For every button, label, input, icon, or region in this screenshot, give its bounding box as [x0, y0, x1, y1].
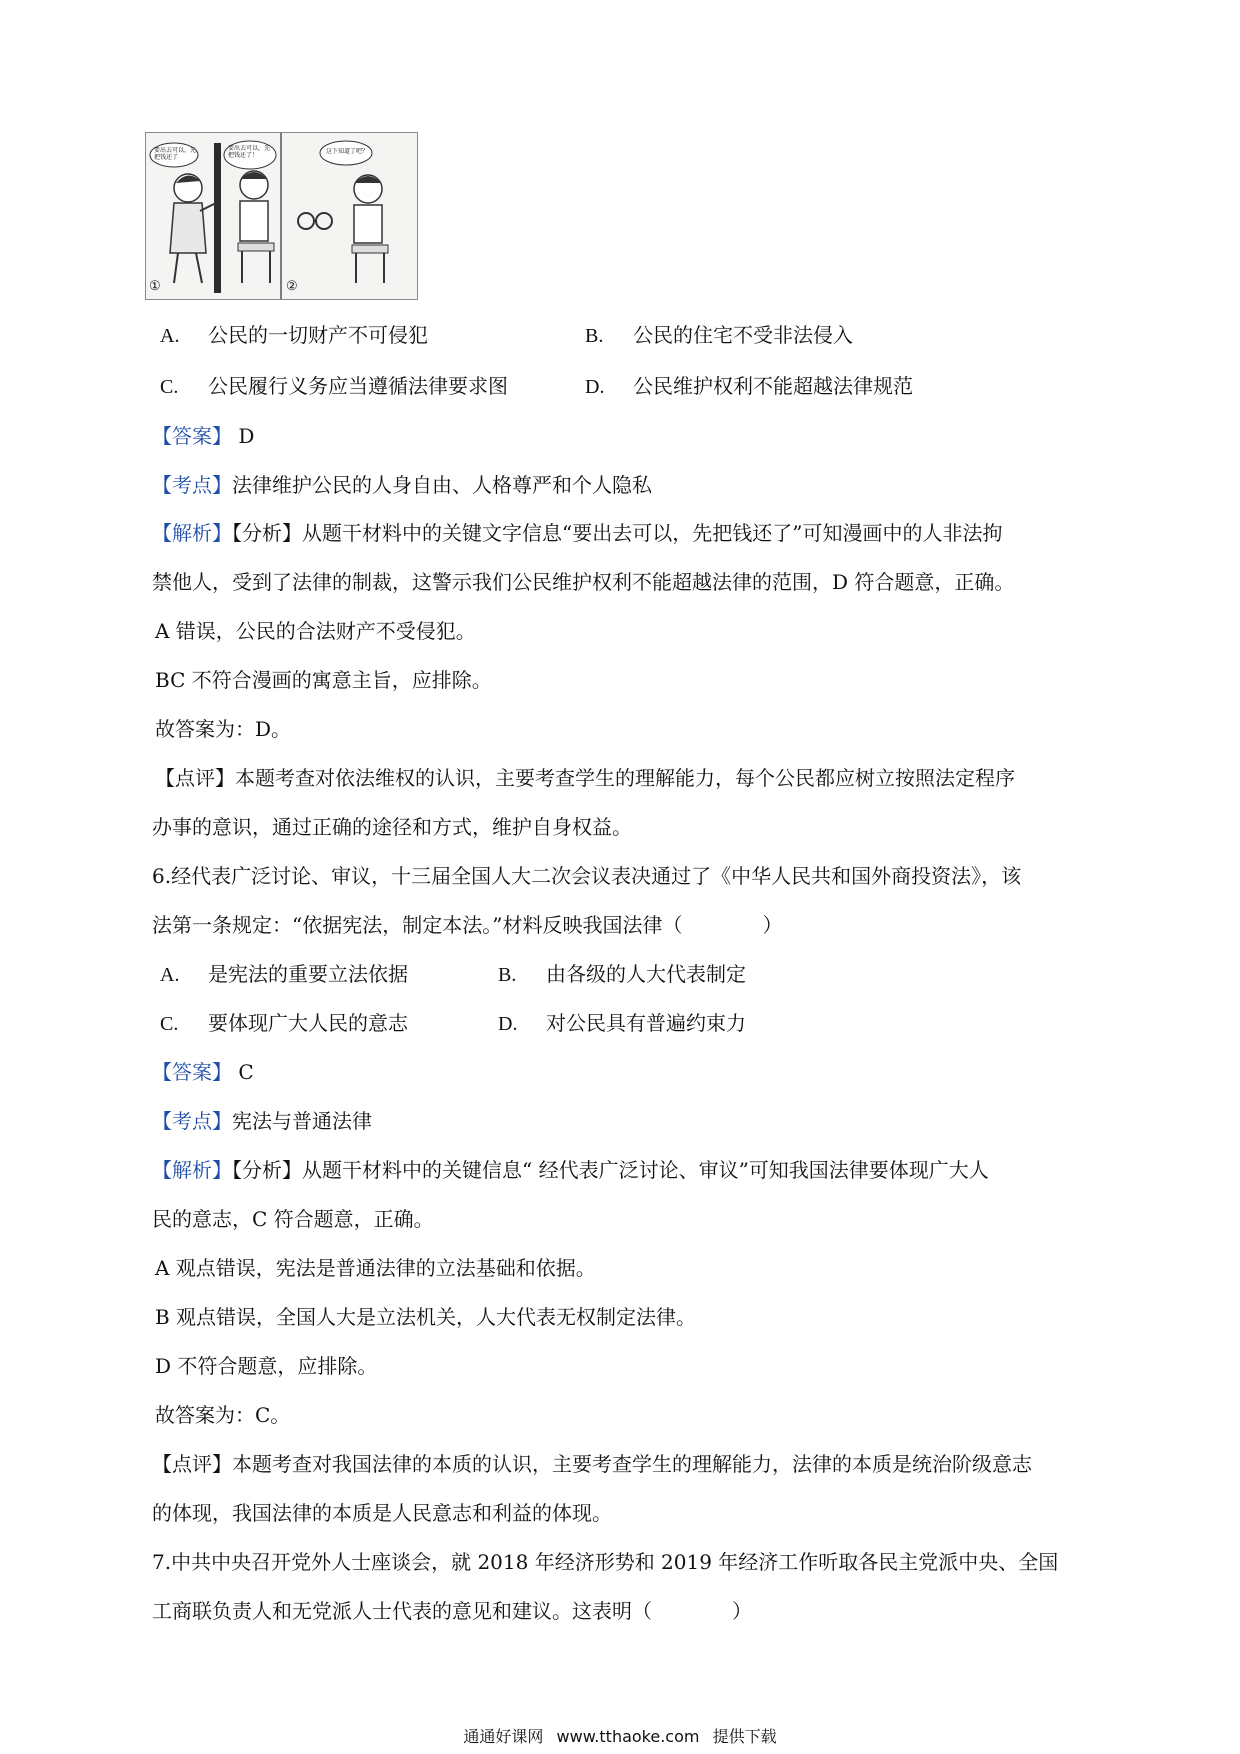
q6-analysis-line-1 — [152, 1158, 1102, 1182]
q6-stem-line-1: 6.经代表广泛讨论、审议，十三届全国人大二次会议表决通过了《中华人民共和国外商投资法》，该 — [152, 864, 1022, 888]
q6-option-c — [160, 1011, 408, 1036]
q5-analysis-tag: 【解析】 — [152, 521, 232, 545]
q5-option-c-letter: C. — [160, 376, 179, 398]
q5-analysis-line-5: 故答案为：D。 — [155, 717, 292, 741]
cartoon-panel-2-label: ② — [286, 279, 298, 294]
q6-option-c-text: 要体现广大人民的意志 — [208, 1011, 408, 1035]
q5-analysis-line-1 — [152, 521, 1102, 545]
q6-comment-line-2: 的体现，我国法律的本质是人民意志和利益的体现。 — [152, 1501, 612, 1525]
q5-option-b — [585, 323, 853, 348]
footer-site-name: 通通好课网 — [463, 1727, 544, 1746]
q6-option-d-letter: D. — [498, 1013, 518, 1035]
cartoon-bubble-3: 这下知道了吧？ — [326, 148, 368, 155]
q5-option-a-text: 公民的一切财产不可侵犯 — [208, 323, 428, 347]
q6-analysis-line-4: B 观点错误，全国人大是立法机关，人大代表无权制定法律。 — [155, 1305, 697, 1329]
q6-point-tag: 【考点】 — [152, 1109, 232, 1133]
q6-option-b-text: 由各级的人大代表制定 — [546, 962, 746, 986]
q5-comment-line-2: 办事的意识，通过正确的途径和方式，维护自身权益。 — [152, 815, 632, 839]
q5-answer-value: D — [238, 424, 255, 448]
q6-option-d — [498, 1011, 746, 1036]
q6-option-d-text: 对公民具有普遍约束力 — [546, 1011, 746, 1035]
q5-analysis-line-2: 禁他人，受到了法律的制裁，这警示我们公民维护权利不能超越法律的范围，D 符合题意，正确。 — [152, 570, 1015, 594]
q5-point — [152, 473, 1102, 497]
q5-answer — [152, 424, 1102, 448]
q6-analysis-line-6: 故答案为：C。 — [155, 1403, 291, 1427]
page-footer — [0, 1727, 1240, 1747]
q5-analysis-text-1: 【分析】从题干材料中的关键文字信息“要出去可以，先把钱还了”可知漫画中的人非法拘 — [232, 521, 1003, 545]
q5-option-d — [585, 374, 913, 399]
q5-option-a — [160, 323, 428, 348]
q6-point — [152, 1109, 1102, 1133]
q5-point-text: 法律维护公民的人身自由、人格尊严和个人隐私 — [232, 473, 652, 497]
q6-analysis-line-2: 民的意志，C 符合题意，正确。 — [152, 1207, 434, 1231]
cartoon-illustration — [145, 132, 418, 300]
q6-analysis-text-1: 【分析】从题干材料中的关键信息“ 经代表广泛讨论、审议”可知我国法律要体现广大人 — [232, 1158, 989, 1182]
q5-option-d-letter: D. — [585, 376, 605, 398]
q6-answer — [152, 1060, 1102, 1084]
q6-answer-value: C — [238, 1060, 254, 1084]
q6-comment-line-1: 【点评】本题考查对我国法律的本质的认识，主要考查学生的理解能力，法律的本质是统治阶级意志 — [152, 1452, 1032, 1476]
q6-option-b — [498, 962, 746, 987]
q6-option-b-letter: B. — [498, 964, 517, 986]
q5-option-c — [160, 374, 508, 399]
q6-option-a — [160, 962, 408, 987]
q5-analysis-line-4: BC 不符合漫画的寓意主旨，应排除。 — [155, 668, 492, 692]
q5-analysis-line-3: A 错误，公民的合法财产不受侵犯。 — [155, 619, 476, 643]
footer-url[interactable]: www.tthaoke.com — [556, 1727, 700, 1746]
q6-point-text: 宪法与普通法律 — [232, 1109, 372, 1133]
q6-option-c-letter: C. — [160, 1013, 179, 1035]
q7-stem-line-1: 7.中共中央召开党外人士座谈会，就 2018 年经济形势和 2019 年经济工作听取各民主党派中央、全国 — [152, 1550, 1059, 1574]
cartoon-bubble-2: 要出去可以，先把钱还了！ — [228, 145, 271, 159]
q5-point-tag: 【考点】 — [152, 473, 232, 497]
footer-note: 提供下载 — [712, 1727, 777, 1746]
q7-stem-line-2: 工商联负责人和无党派人士代表的意见和建议。这表明（ ） — [152, 1599, 752, 1623]
q5-option-b-letter: B. — [585, 325, 604, 347]
cartoon-panel-1-label: ① — [149, 279, 161, 294]
q6-analysis-line-3: A 观点错误，宪法是普通法律的立法基础和依据。 — [155, 1256, 596, 1280]
q5-option-d-text: 公民维护权利不能超越法律规范 — [633, 374, 913, 398]
q6-answer-tag: 【答案】 — [152, 1060, 232, 1084]
q6-option-a-letter: A. — [160, 964, 180, 986]
q5-answer-tag: 【答案】 — [152, 424, 232, 448]
q6-stem-line-2: 法第一条规定：“依据宪法，制定本法。”材料反映我国法律（ ） — [152, 913, 783, 937]
q6-option-a-text: 是宪法的重要立法依据 — [208, 962, 408, 986]
cartoon-bubble-1: 要出去可以，先把钱还了 — [154, 147, 196, 161]
q6-analysis-line-5: D 不符合题意，应排除。 — [155, 1354, 378, 1378]
q5-option-c-text: 公民履行义务应当遵循法律要求图 — [208, 374, 508, 398]
q5-option-a-letter: A. — [160, 325, 180, 347]
q5-comment-line-1: 【点评】本题考查对依法维权的认识，主要考查学生的理解能力，每个公民都应树立按照法定程序 — [155, 766, 1015, 790]
q6-analysis-tag: 【解析】 — [152, 1158, 232, 1182]
q5-option-b-text: 公民的住宅不受非法侵入 — [633, 323, 853, 347]
